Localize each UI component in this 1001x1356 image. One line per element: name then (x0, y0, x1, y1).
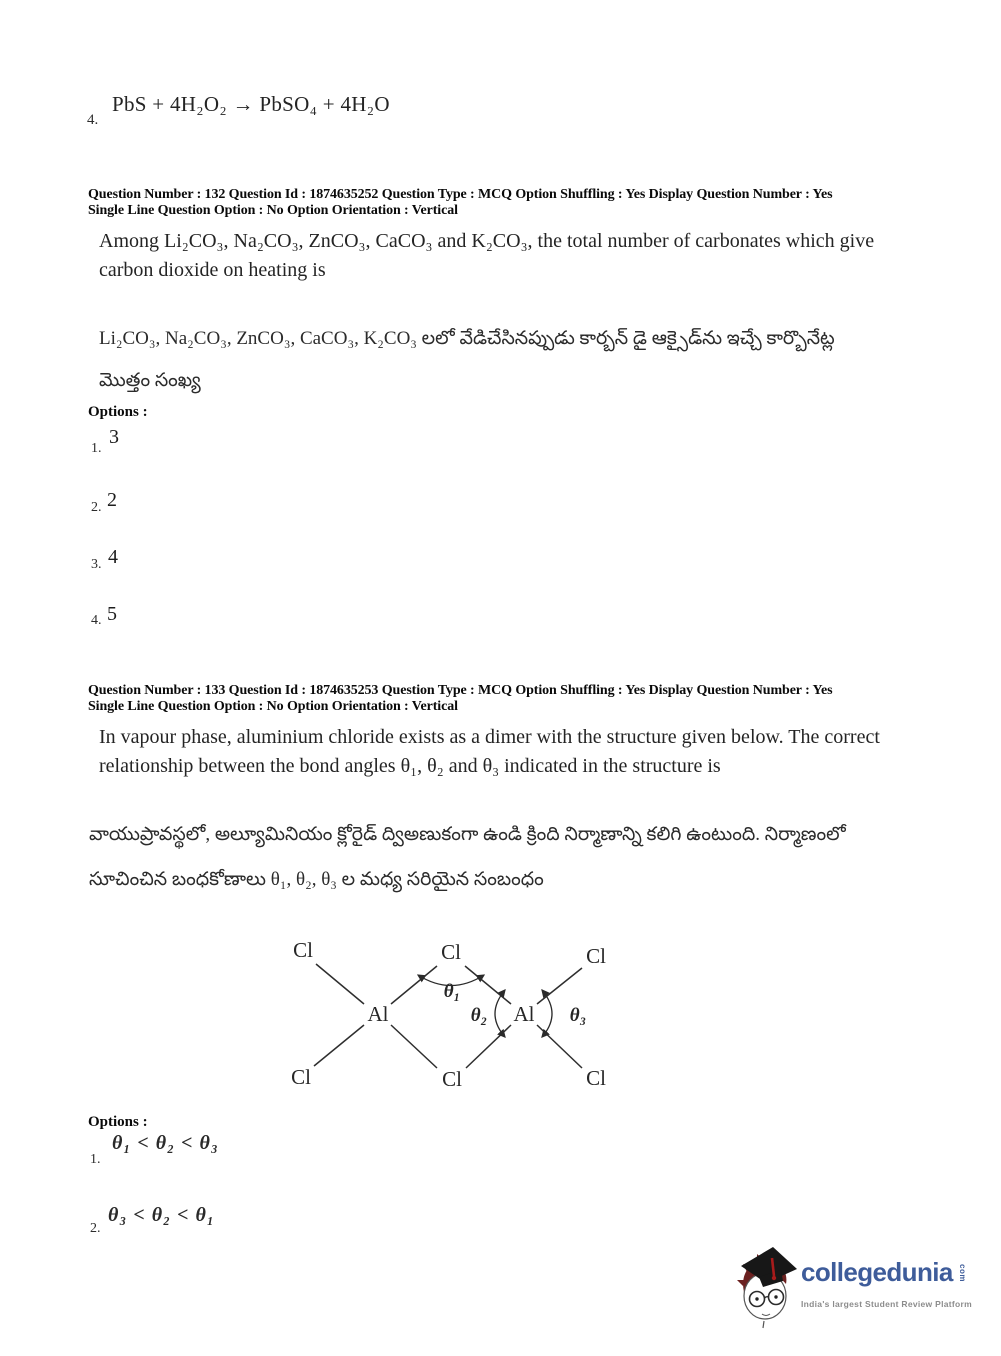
theta1-label: θ₁ (443, 981, 461, 1002)
al2cl6-structure-diagram (270, 928, 700, 1100)
atom-cl-top-right: Cl (586, 944, 606, 968)
chemical-equation: PbS + 4H₂O₂ → PbSO₄ + 4H₂O (112, 92, 390, 116)
bond-lines (314, 964, 582, 1068)
atom-al-right: Al (513, 1002, 535, 1026)
question-132-options-label: Options : (88, 404, 148, 420)
question-132-option-3-number: 3. (91, 557, 102, 572)
prev-option-number: 4. (87, 112, 99, 128)
question-133-text-english: In vapour phase, aluminium chloride exists as a dimer with the structure given below. The correct relationship between the bond angles θ₁, θ₂ and θ₃ indicated in the structure is (99, 726, 880, 777)
question-132-option-3-value: 4 (108, 546, 118, 568)
atom-cl-bottom-right: Cl (586, 1066, 606, 1090)
question-133-option-1-number: 1. (90, 1152, 101, 1167)
collegedunia-logo (735, 1242, 1001, 1332)
atom-al-left: Al (367, 1002, 389, 1026)
question-132-option-1-value: 3 (109, 426, 119, 448)
question-132-metadata (88, 187, 900, 219)
question-132-text-english: Among Li₂CO₃, Na₂CO₃, ZnCO₃, CaCO₃ and K₂CO₃, the total number of carbonates which give carbon dioxide on heating is (99, 230, 875, 281)
atom-cl-bridge-bottom: Cl (442, 1067, 462, 1091)
question-133-option-2-number: 2. (90, 1221, 101, 1236)
atom-labels (291, 938, 606, 1091)
question-133-option-2-value: θ₃ < θ₂ < θ₁ (108, 1204, 215, 1226)
question-133-metadata-line1: Question Number : 133 Question Id : 1874635253 Question Type : MCQ Option Shuffling : Yes Display Question Number : Yes (88, 683, 833, 698)
question-132-option-4-value: 5 (107, 603, 117, 625)
question-132-option-4-number: 4. (91, 613, 102, 628)
question-132-option-2-number: 2. (91, 500, 102, 515)
collegedunia-brand-text: collegedunia (801, 1257, 953, 1287)
question-133-text-telugu: వాయుప్రావస్థలో, అల్యూమినియం క్లోరైడ్ ద్విఅణుకంగా ఉండి క్రింది నిర్మాణాన్ని కలిగి ఉంటుంది. నిర్మాణంలో సూచించిన బంధకోణాలు θ₁, θ₂, θ₃ ల మధ్య సరియైన సంబంధం (89, 824, 846, 890)
collegedunia-domain-text: com (958, 1264, 967, 1282)
question-133-options-label: Options : (88, 1114, 148, 1130)
theta2-label: θ₂ (470, 1005, 488, 1026)
question-132-option-1-number: 1. (91, 441, 102, 456)
theta3-label: θ₃ (569, 1005, 587, 1026)
atom-cl-top-left: Cl (293, 938, 313, 962)
question-132-option-2-value: 2 (107, 489, 117, 511)
question-132-metadata-line1: Question Number : 132 Question Id : 1874635252 Question Type : MCQ Option Shuffling : Yes Display Question Number : Yes (88, 187, 833, 202)
question-132-metadata-line2: Single Line Question Option : No Option Orientation : Vertical (88, 203, 458, 218)
theta3-arc (542, 990, 552, 1037)
atom-cl-bridge-top: Cl (441, 940, 461, 964)
collegedunia-mascot-icon (735, 1242, 799, 1330)
question-132-text-telugu: Li₂CO₃, Na₂CO₃, ZnCO₃, CaCO₃, K₂CO₃ లలో వేడిచేసినప్పుడు కార్బన్ డై ఆక్సైడ్‌ను ఇచ్చే కార్బొనేట్ల మొత్తం సంఖ్య (99, 328, 835, 391)
collegedunia-tagline: India's largest Student Review Platform (801, 1299, 973, 1309)
atom-cl-bottom-left: Cl (291, 1065, 311, 1089)
question-133-metadata (88, 683, 900, 715)
question-133-option-1-value: θ₁ < θ₂ < θ₃ (112, 1132, 219, 1154)
question-133-metadata-line2: Single Line Question Option : No Option Orientation : Vertical (88, 699, 458, 714)
